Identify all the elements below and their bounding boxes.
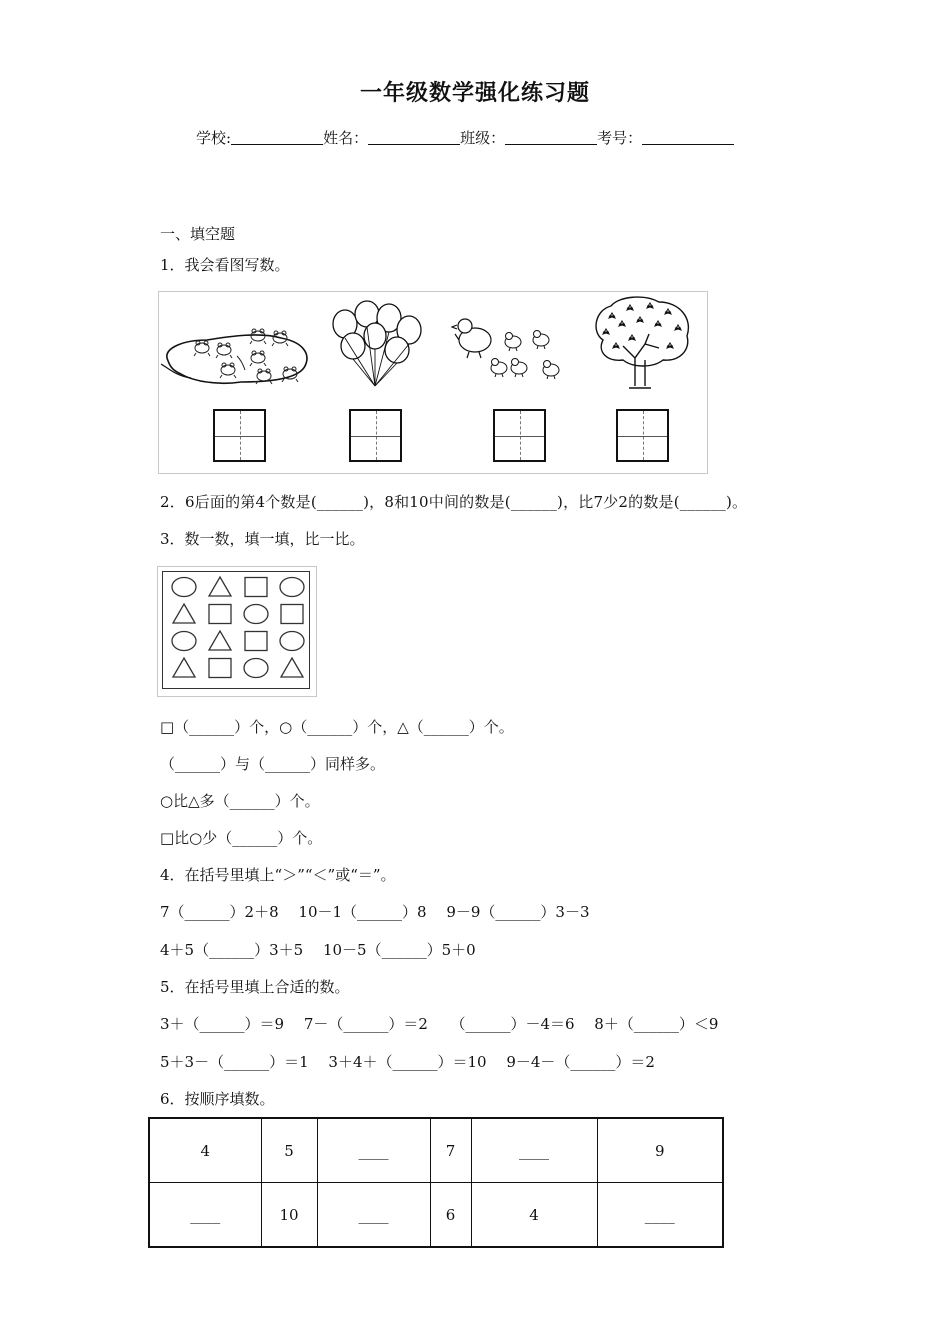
exam-no-blank[interactable] — [642, 130, 734, 145]
square-shape — [209, 659, 231, 678]
chicks-image — [451, 312, 573, 392]
table-row — [149, 1118, 723, 1183]
square-shape — [245, 632, 267, 651]
table-cell-blank[interactable]: ____ — [317, 1183, 430, 1248]
circle-shape — [280, 578, 304, 597]
school-label: 学校: — [196, 129, 232, 147]
triangle-shape — [173, 604, 195, 623]
question-1: 1．我会看图写数。 — [160, 256, 290, 274]
triangle-shape — [209, 577, 231, 596]
q1-picture-panel — [158, 291, 708, 474]
question-5-line-1: 3＋（______）＝9 7－（______）＝2 （______）－4＝6 8＋（______）＜9 — [160, 1015, 719, 1033]
table-cell: 6 — [430, 1183, 471, 1248]
circle-shape — [172, 632, 196, 651]
question-4: 4．在括号里填上“＞”“＜”或“＝”。 — [160, 866, 396, 884]
square-shape — [281, 605, 303, 624]
table-cell-blank[interactable]: ____ — [317, 1118, 430, 1183]
question-3: 3．数一数，填一填，比一比。 — [160, 530, 365, 548]
name-label: 姓名： — [323, 129, 369, 147]
answer-box-chicks[interactable] — [493, 409, 546, 462]
question-5: 5．在括号里填上合适的数。 — [160, 978, 350, 996]
table-cell: 9 — [597, 1118, 723, 1183]
question-5-line-2: 5＋3－（______）＝1 3＋4＋（______）＝10 9－4－（______）＝2 — [160, 1053, 655, 1071]
question-4-line-1: 7（______）2＋8 10－1（______）8 9－9（______）3－3 — [160, 903, 590, 921]
table-cell-blank[interactable]: ____ — [471, 1118, 597, 1183]
triangle-shape — [173, 658, 195, 677]
table-row — [149, 1183, 723, 1248]
circle-shape — [280, 632, 304, 651]
square-shape — [209, 605, 231, 624]
frogs-in-pond-image — [161, 320, 311, 392]
circle-shape — [172, 578, 196, 597]
question-3-line-1: □（______）个，○（______）个，△（______）个。 — [160, 718, 514, 736]
student-info-line — [196, 127, 734, 148]
table-cell: 10 — [261, 1183, 317, 1248]
balloons-image — [329, 300, 425, 392]
section-heading: 一、填空题 — [160, 225, 236, 243]
class-blank[interactable] — [505, 130, 597, 145]
question-6: 6．按顺序填数。 — [160, 1090, 275, 1108]
answer-box-flowers[interactable] — [616, 409, 669, 462]
table-cell-blank[interactable]: ____ — [149, 1183, 261, 1248]
triangle-shape — [281, 658, 303, 677]
table-cell-blank[interactable]: ____ — [597, 1183, 723, 1248]
question-3-line-2: （______）与（______）同样多。 — [160, 755, 386, 773]
table-cell: 7 — [430, 1118, 471, 1183]
page-title: 一年级数学强化练习题 — [359, 81, 590, 106]
triangle-shape — [209, 631, 231, 650]
shapes-grid-panel — [157, 566, 317, 697]
circle-shape — [244, 605, 268, 624]
school-blank[interactable] — [231, 130, 323, 145]
question-3-line-3: ○比△多（______）个。 — [160, 792, 320, 810]
sequence-table — [148, 1117, 724, 1248]
answer-box-balloons[interactable] — [349, 409, 402, 462]
exam-no-label: 考号： — [597, 129, 643, 147]
table-cell: 4 — [471, 1183, 597, 1248]
answer-box-frogs[interactable] — [213, 409, 266, 462]
table-cell: 4 — [149, 1118, 261, 1183]
shapes-grid — [158, 567, 316, 696]
class-label: 班级： — [460, 129, 506, 147]
circle-shape — [244, 659, 268, 678]
square-shape — [245, 578, 267, 597]
question-3-line-4: □比○少（______）个。 — [160, 829, 323, 847]
name-blank[interactable] — [368, 130, 460, 145]
flower-tree-image — [589, 296, 695, 392]
question-4-line-2: 4＋5（______）3＋5 10－5（______）5＋0 — [160, 941, 476, 959]
table-cell: 5 — [261, 1118, 317, 1183]
question-2: 2．6后面的第4个数是(______)，8和10中间的数是(______)，比7少2的数是(______)。 — [160, 493, 748, 511]
